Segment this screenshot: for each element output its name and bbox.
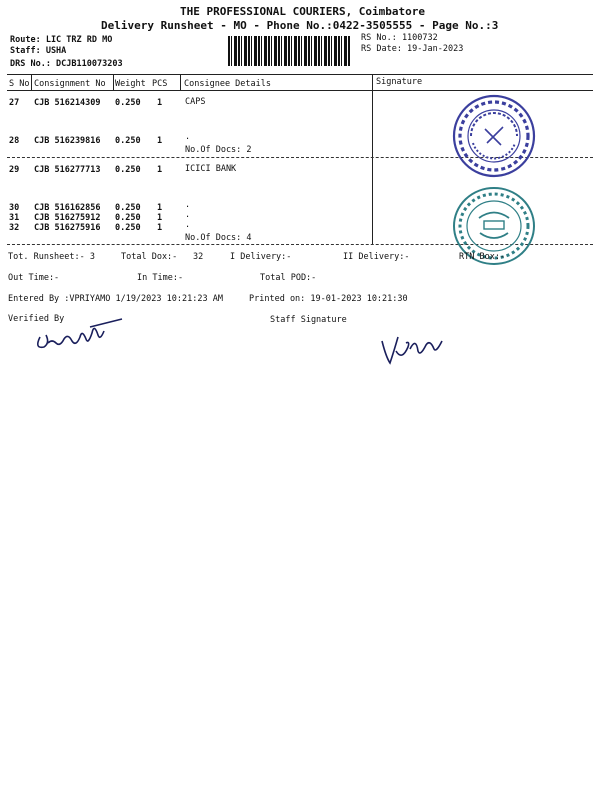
table-row-sno: 27 [9,98,20,108]
staff-signature-label: Staff Signature [270,315,347,325]
col-header-pcs: PCS [152,79,168,89]
in-time: In Time:- [137,273,184,283]
entered-by: Entered By :VPRIYAMO 1/19/2023 10:21:23 AM [8,294,223,304]
table-row-cno: CJB 516162856 [34,203,101,213]
table-row-sno: 32 [9,223,20,233]
table-row-weight: 0.250 [115,136,141,146]
col-divider [113,74,114,90]
table-row-sno: 31 [9,213,20,223]
bank-seal-union [451,93,537,179]
table-header-rule [7,90,593,91]
table-row-pcs: 1 [157,165,163,175]
ii-delivery: II Delivery:- [343,252,410,262]
drs-number: DRS No.: DCJB110073203 [10,59,123,69]
rtn-box: RTN Box:- [459,252,506,262]
rs-date: RS Date: 19-Jan-2023 [361,44,464,54]
total-dox-label: Total Dox:- [121,252,178,262]
table-row-pcs: 1 [157,223,163,233]
table-row-cno: CJB 516275916 [34,223,101,233]
runsheet-title: Delivery Runsheet - MO - Phone No.:0422-3505555 - Page No.:3 [101,19,499,32]
table-row-cno: CJB 516277713 [34,165,101,175]
table-row-details: . [185,210,191,220]
col-header-consignee: Consignee Details [184,79,271,89]
table-row-weight: 0.250 [115,203,141,213]
table-row-cno: CJB 516214309 [34,98,101,108]
i-delivery: I Delivery:- [230,252,292,262]
table-row-pcs: 1 [157,203,163,213]
rs-number: RS No.: 1100732 [361,33,438,43]
table-row-details: ICICI BANK [185,164,237,174]
col-header-weight: Weight [115,79,146,89]
table-top-rule [7,74,593,75]
col-divider [180,74,181,90]
total-pod: Total POD:- [260,273,317,283]
table-row-sno: 30 [9,203,20,213]
col-divider [31,74,32,90]
tot-runsheet: Tot. Runsheet:- 3 [8,252,95,262]
col-header-sno: S No [9,79,30,89]
table-row-sno: 29 [9,165,20,175]
table-row-cno: CJB 516275912 [34,213,101,223]
verified-by-label: Verified By [8,314,65,324]
table-row-details: . [185,220,191,230]
table-row-pcs: 1 [157,213,163,223]
table-row-weight: 0.250 [115,223,141,233]
table-row-weight: 0.250 [115,165,141,175]
table-row-cno: CJB 516239816 [34,136,101,146]
table-row-pcs: 1 [157,136,163,146]
table-row-docs: No.Of Docs: 4 [185,233,252,243]
col-header-signature: Signature [376,77,423,87]
table-row-details: . [185,132,191,142]
table-row-weight: 0.250 [115,98,141,108]
col-header-consignment: Consignment No [34,79,106,89]
table-row-details: . [185,200,191,210]
total-dox-value: 32 [193,252,204,262]
barcode [228,36,350,66]
table-row-sno: 28 [9,136,20,146]
table-row-details: CAPS [185,97,206,107]
table-row-docs: No.Of Docs: 2 [185,145,252,155]
verified-signature [30,309,130,355]
col-divider [372,74,373,244]
staff-signature [378,327,448,371]
route-label: Route: LIC TRZ RD MO [10,35,113,45]
company-title: THE PROFESSIONAL COURIERS, Coimbatore [180,5,426,18]
table-row-weight: 0.250 [115,213,141,223]
table-row-pcs: 1 [157,98,163,108]
printed-on: Printed on: 19-01-2023 10:21:30 [249,294,408,304]
staff-label: Staff: USHA [10,46,67,56]
out-time: Out Time:- [8,273,60,283]
